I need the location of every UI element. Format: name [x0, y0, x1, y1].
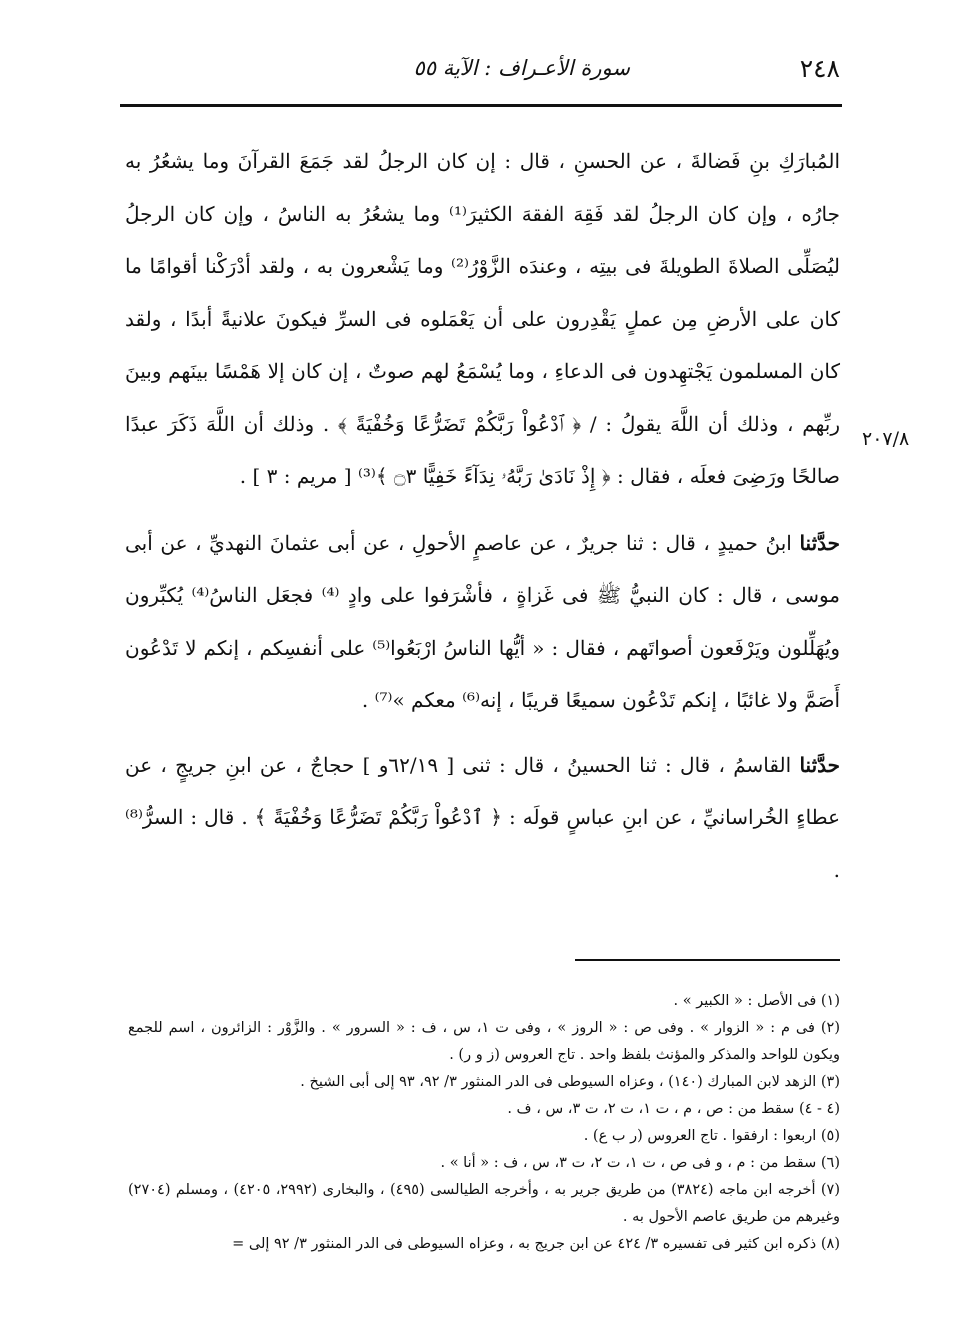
paragraph — [125, 135, 840, 503]
footnote: (٢) فى م : « الزوار » . وفى ص : « الروز » ، وفى ت ١، س ، ف : « السرور » . والزَّوْر : الزائرون ، اسم للجمع ويكون للواحد والمذكر والمؤنث بلفظ واحد . تاج العروس (ز و ر) . — [128, 1020, 841, 1063]
header-rule — [120, 104, 842, 107]
footnote: (٨) ذكره ابن كثير فى تفسيره ٣/ ٤٢٤ عن ابن جريج به ، وعزاه السيوطى فى الدر المنثور ٣/ ٩٢ إلى = — [232, 1236, 840, 1252]
paragraph — [125, 517, 840, 727]
footnote: (١) فى الأصل : « الكبير » . — [673, 993, 840, 1009]
page-header — [118, 52, 840, 92]
page-number: ٢٤٨ — [799, 54, 840, 83]
paragraph-text: ابنُ حميدٍ ، قال : ثنا جريرٌ ، عن عاصمٍ الأحولِ ، عن أبى عثمانَ النهديِّ ، عن أبى موسى ، قال : كان النبيُّ ﷺ فى غَزاةٍ ، فأشْرَفوا على وادٍ ⁽⁴⁾ فجعَل الناسُ⁽⁴⁾ يُكبِّرون ويُهَلِّلون ويَرْفَعون أصواتَهم ، فقال : « أيُّها الناسُ ارْبَعُوا⁽⁵⁾ على أنفسِكم ، إنكم لا تَدْعُون أَصَمَّ ولا غائبًا ، إنكم تَدْعُون سميعًا قريبًا ، إنه⁽⁶⁾ معكم »⁽⁷⁾ . — [125, 530, 841, 712]
footnote: (٣) الزهد لابن المبارك (١٤٠) ، وعزاه السيوطى فى الدر المنثور ٣/ ٩٢، ٩٣ إلى أبى الشيخ . — [300, 1074, 840, 1090]
footnote: (٥) اربعوا : ارفقوا . تاج العروس (ر ب ع) . — [583, 1128, 840, 1144]
paragraph-text: المُبارَكِ بنِ فَضالةَ ، عن الحسنِ ، قال : إن كان الرجلُ لقد جَمَعَ القرآنَ وما يشعُرُ به جارُه ، وإن كان الرجلُ لقد فَقِهَ الفقهَ الكثيرَ⁽¹⁾ وما يشعُرُ به الناسُ ، وإن كان الرجلُ ليُصَلِّى الصلاةَ الطويلةَ فى بيتِه ، وعندَه الزَّوْرُ⁽²⁾ وما يَشْعرون به ، ولقد أدْرَكْنا أقوامًا ما كان على الأرضِ مِن عملٍ يَقْدِرون على أن يَعْمَلوه فى السرِّ فيكونَ علانيةً أبدًا ، ولقد كان المسلمون يَجْتهِدون فى الدعاءِ ، وما يُسْمَعُ لهم صوتٌ ، إن كان إلا هَمْسًا بينَهم وبينَ ربِّهم ، وذلك أن اللَّهَ يقولُ : / ﴿ ٱدْعُواْ رَبَّكُمْ تَضَرُّعًا وَخُفْيَةً ﴾ . وذلك أن اللَّهَ ذَكَرَ عبدًا صالحًا ورَضِىَ فعلَه ، فقال : ﴿ إِذْ نَادَىٰ رَبَّهُۥ نِدَآءً خَفِيًّا ۝٣ ﴾⁽³⁾ [ مريم : ٣ ] . — [125, 149, 840, 488]
main-text — [125, 135, 840, 906]
footnote: (٤ - ٤) سقط من : ص ، م ، ت ١، ت ٢، ت ٣، س ، ف . — [507, 1101, 840, 1117]
running-title: سورة الأعـراف : الآية ٥٥ — [413, 56, 630, 80]
footnotes — [128, 988, 840, 1258]
paragraph-lead: حدَّثنا — [799, 752, 841, 777]
footnote: (٦) سقط من : م ، و فى ص ، ت ١، ت ٢، ت ٣، س ، ف : « أنا » . — [440, 1155, 840, 1171]
footnote: (٧) أخرجه ابن ماجه (٣٨٢٤) من طريق جرير به ، وأخرجه الطيالسى (٤٩٥) ، والبخارى (٢٩٩٢، ٤٢٠٥) ، ومسلم (٢٧٠٤) وغيرهم من طريق عاصم الأحول به . — [128, 1182, 840, 1225]
margin-reference: ٢٠٧/٨ — [862, 428, 910, 450]
footnote-rule — [575, 959, 840, 961]
paragraph — [125, 739, 840, 897]
paragraph-text: القاسمُ ، قال : ثنا الحسينُ ، قال : ثنى [ ٦٢/١٩و ] حجاجٌ ، عن ابنِ جريجٍ ، عن عطاءٍ الخُراسانيِّ ، عن ابنِ عباسٍ قولَه : ﴿ ٱدْعُواْ رَبَّكُمْ تَضَرُّعًا وَخُفْيَةً ﴾ . قال : السرُّ⁽⁸⁾ . — [125, 752, 840, 882]
paragraph-lead: حدَّثنا — [799, 530, 840, 555]
